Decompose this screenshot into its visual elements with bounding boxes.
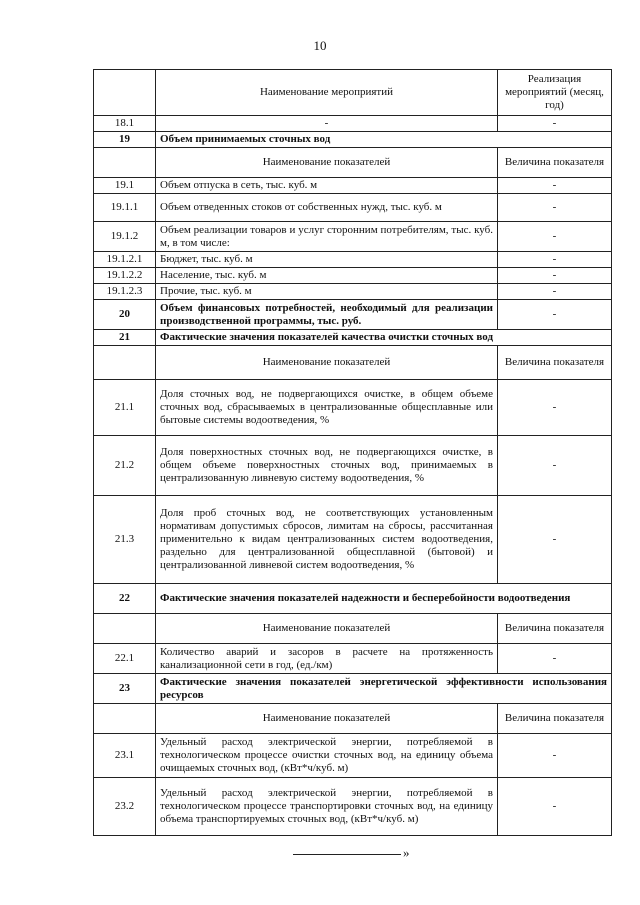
subheader-row — [94, 148, 612, 178]
row-value: - — [498, 178, 612, 194]
table-row — [94, 178, 612, 194]
row-text: Объем отведенных стоков от собственных нужд, тыс. куб. м — [156, 194, 498, 222]
header-num-cell — [94, 70, 156, 116]
section-row-20 — [94, 300, 612, 330]
row-number: 21.3 — [94, 496, 156, 584]
row-number: 19.1.1 — [94, 194, 156, 222]
header-value-cell: Реализация мероприятий (месяц, год) — [498, 70, 612, 116]
table-row — [94, 734, 612, 778]
subheader-name: Наименование показателей — [156, 346, 498, 380]
table-row — [94, 222, 612, 252]
table-row — [94, 284, 612, 300]
row-text: Удельный расход электрической энергии, потребляемой в технологическом процессе очистки сточных вод, на единицу объема очищаемых сточных вод, (кВт*ч/куб. м) — [156, 734, 498, 778]
row-number: 21.1 — [94, 380, 156, 436]
subheader-empty-cell — [94, 346, 156, 380]
measures-table — [93, 69, 612, 836]
row-text: Удельный расход электрической энергии, потребляемой в технологическом процессе транспортировки сточных вод, на единицу объема транспортируемых сточных вод, (кВт*ч/куб. м) — [156, 778, 498, 836]
row-value: - — [498, 222, 612, 252]
section-row-23 — [94, 674, 612, 704]
row-number: 22.1 — [94, 644, 156, 674]
row-value: - — [498, 380, 612, 436]
subheader-name: Наименование показателей — [156, 614, 498, 644]
page-number: 10 — [313, 38, 327, 53]
row-value: - — [498, 644, 612, 674]
row-text: Бюджет, тыс. куб. м — [156, 252, 498, 268]
row-text: Население, тыс. куб. м — [156, 268, 498, 284]
table-row — [94, 644, 612, 674]
row-text: Объем отпуска в сеть, тыс. куб. м — [156, 178, 498, 194]
table-row — [94, 380, 612, 436]
row-number: 23.2 — [94, 778, 156, 836]
row-value: - — [498, 436, 612, 496]
section-number: 19 — [94, 132, 156, 148]
row-number: 19.1.2.3 — [94, 284, 156, 300]
subheader-name: Наименование показателей — [156, 148, 498, 178]
section-row-19 — [94, 132, 612, 148]
row-number: 18.1 — [94, 116, 156, 132]
row-number: 19.1.2.2 — [94, 268, 156, 284]
table-row — [94, 252, 612, 268]
header-name-cell: Наименование мероприятий — [156, 70, 498, 116]
subheader-name: Наименование показателей — [156, 704, 498, 734]
section-value: - — [498, 300, 612, 330]
table-row — [94, 496, 612, 584]
closing-quote-mark: » — [403, 845, 410, 860]
section-number: 20 — [94, 300, 156, 330]
section-title: Объем принимаемых сточных вод — [156, 132, 612, 148]
section-title: Фактические значения показателей энергетической эффективности использования ресурсов — [156, 674, 612, 704]
table-row — [94, 268, 612, 284]
row-text: Доля сточных вод, не подвергающихся очистке, в общем объеме сточных вод, сбрасываемых в централизованные общесплавные или бытовые системы водоотведения, % — [156, 380, 498, 436]
section-row-22 — [94, 584, 612, 614]
subheader-value: Величина показателя — [498, 346, 612, 380]
table-header-row — [94, 70, 612, 116]
row-text: Объем реализации товаров и услуг сторонним потребителям, тыс. куб. м, в том числе: — [156, 222, 498, 252]
section-number: 21 — [94, 330, 156, 346]
row-value: - — [498, 734, 612, 778]
row-number: 19.1.2 — [94, 222, 156, 252]
row-text: - — [156, 116, 498, 132]
subheader-value: Величина показателя — [498, 148, 612, 178]
row-value: - — [498, 284, 612, 300]
subheader-value: Величина показателя — [498, 704, 612, 734]
row-number: 19.1 — [94, 178, 156, 194]
row-value: - — [498, 496, 612, 584]
section-number: 23 — [94, 674, 156, 704]
row-value: - — [498, 252, 612, 268]
row-number: 21.2 — [94, 436, 156, 496]
row-number: 23.1 — [94, 734, 156, 778]
subheader-empty-cell — [94, 614, 156, 644]
row-value: - — [498, 116, 612, 132]
row-value: - — [498, 268, 612, 284]
row-text: Доля проб сточных вод, не соответствующих установленным нормативам допустимых сбросов, лимитам на сбросы, рассчитанная применительно к видам централизованных систем водоотведения, раздельно для централизованной общесплавной (бытовой) и централизованной ливневой систем водоотведения, % — [156, 496, 498, 584]
section-title: Объем финансовых потребностей, необходимый для реализации производственной программы, тыс. руб. — [156, 300, 498, 330]
section-row-21 — [94, 330, 612, 346]
row-value: - — [498, 194, 612, 222]
row-text: Количество аварий и засоров в расчете на протяженность канализационной сети в год, (ед./км) — [156, 644, 498, 674]
row-text: Прочие, тыс. куб. м — [156, 284, 498, 300]
row-number: 19.1.2.1 — [94, 252, 156, 268]
table-row — [94, 778, 612, 836]
subheader-empty-cell — [94, 704, 156, 734]
subheader-row — [94, 346, 612, 380]
section-title: Фактические значения показателей качества очистки сточных вод — [156, 330, 612, 346]
section-title: Фактические значения показателей надежности и бесперебойности водоотведения — [156, 584, 612, 614]
subheader-row — [94, 614, 612, 644]
section-number: 22 — [94, 584, 156, 614]
row-value: - — [498, 778, 612, 836]
subheader-empty-cell — [94, 148, 156, 178]
footer-underline — [293, 854, 401, 855]
subheader-value: Величина показателя — [498, 614, 612, 644]
subheader-row — [94, 704, 612, 734]
table-row — [94, 116, 612, 132]
row-text: Доля поверхностных сточных вод, не подвергающихся очистке, в общем объеме поверхностных сточных вод, принимаемых в централизованную ливневую систему водоотведения, % — [156, 436, 498, 496]
table-row — [94, 194, 612, 222]
table-row — [94, 436, 612, 496]
